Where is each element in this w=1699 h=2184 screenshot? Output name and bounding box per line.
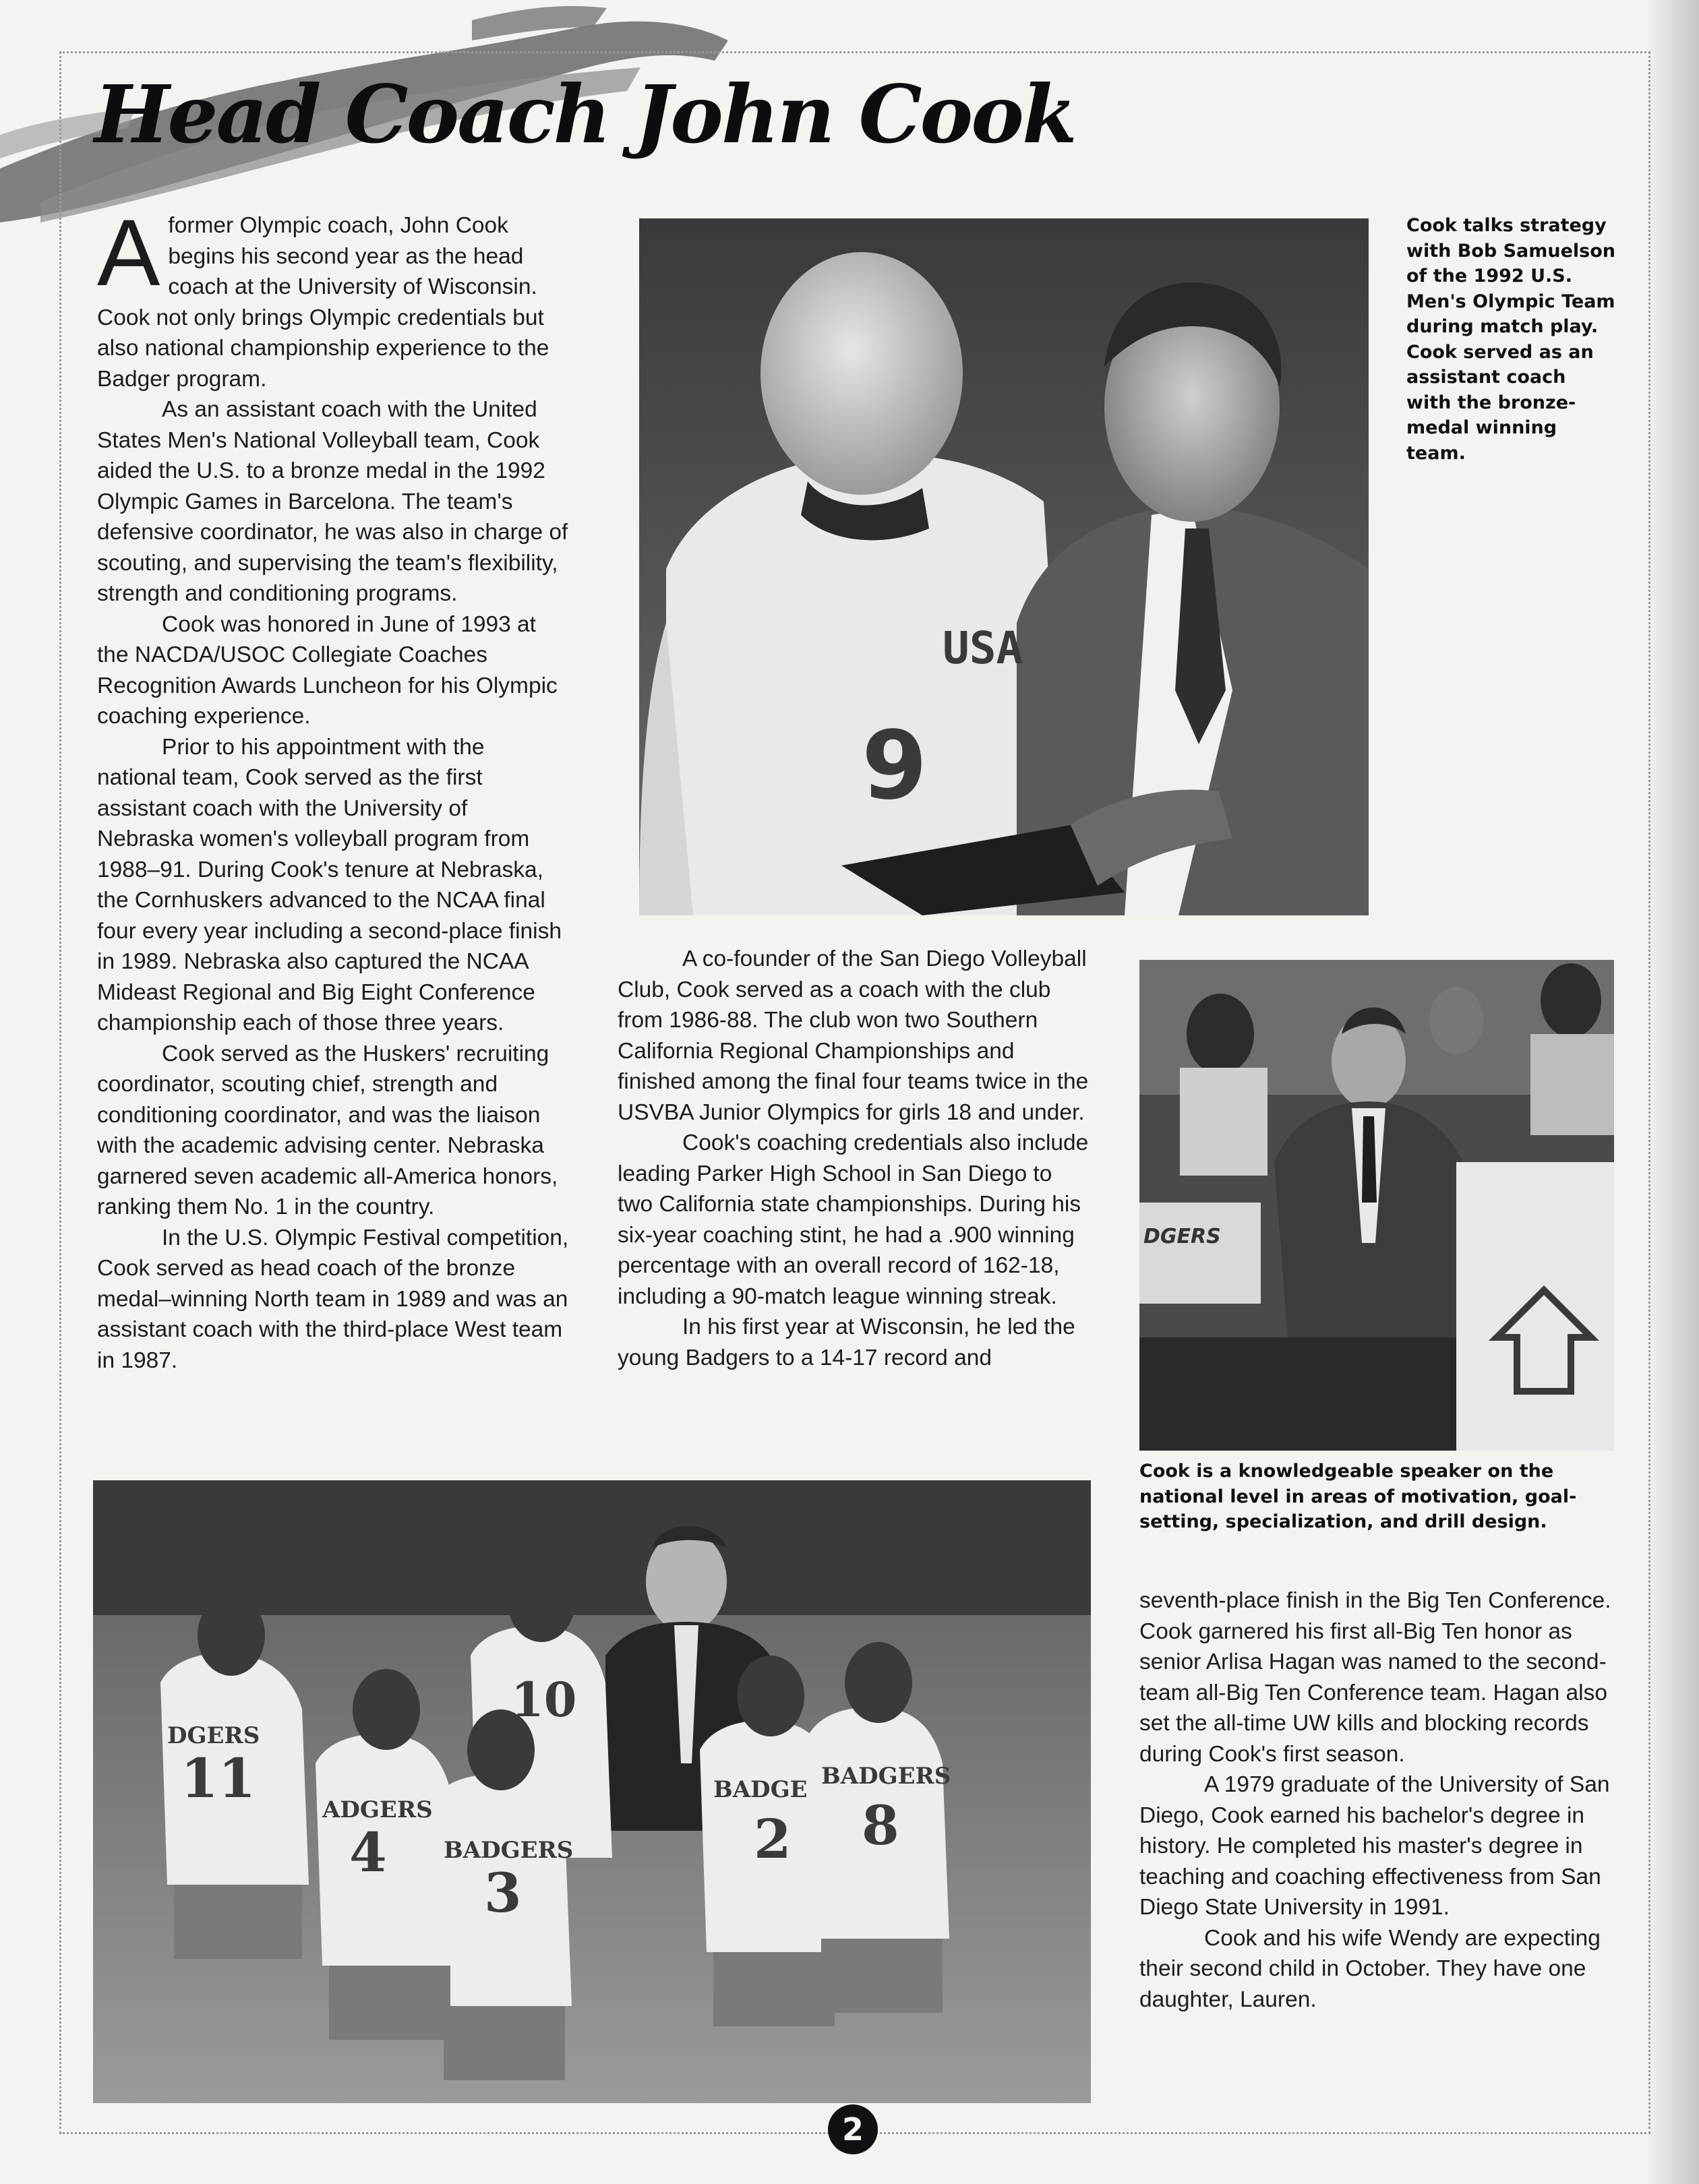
jersey-number-text: 9 <box>862 711 928 821</box>
jersey-name-3: BADGERS <box>444 1837 574 1864</box>
left-paragraph-5: Cook served as the Huskers' recruiting coordinator, scouting chief, strength and conditioning coordinator, and was the liaison with the academic advising center. Nebraska garnered seven academic all-America honors, ranking them No. 1 in the country. <box>97 1041 558 1219</box>
page-number: 2 <box>828 2104 878 2154</box>
middle-paragraph-1: A co-founder of the San Diego Volleyball Club, Cook served as a coach with the club from 1986-88. The club won two Southern California Regional Championships and finished among the final four teams twice in the USVBA Junior Olympics for girls 18 and under. <box>618 946 1089 1125</box>
jersey-name-8: BADGERS <box>821 1763 951 1790</box>
page-title: Head Coach John Cook <box>94 67 1075 161</box>
banner-text: DGERS <box>1143 1225 1221 1248</box>
left-paragraph-2: As an assistant coach with the United States Men's National Volleyball team, Cook aided the U.S. to a bronze medal in the 1992 Olympic Games in Barcelona. The team's defensive coordinator, he was also in charge of scouting, and supervising the team's flexibility, strength and conditioning programs. <box>97 397 568 606</box>
photo-cook-with-samuelson <box>639 218 1369 915</box>
left-paragraph-1: Aformer Olympic coach, John Cook begins his second year as the head coach at the University of Wisconsin. Cook not only brings Olympic credentials but also national championship experience to the Badger program. <box>97 200 549 392</box>
jersey-number-11: 11 <box>181 1747 256 1810</box>
left-paragraph-3: Cook was honored in June of 1993 at the NACDA/USOC Collegiate Coaches Recognition Awards Luncheon for his Olympic coaching experience. <box>97 611 558 729</box>
caption-top-photo: Cook talks strategy with Bob Samuelson of the 1992 U.S. Men's Olympic Team during match play. Cook served as an assistant coach with the bronze-medal winning team. <box>1406 215 1616 464</box>
left-column <box>97 200 569 1376</box>
jersey-name-2: BADGE <box>713 1776 808 1803</box>
jersey-number-10: 10 <box>511 1672 577 1728</box>
photo-cook-courtside <box>1139 960 1614 1451</box>
jersey-number-3: 3 <box>484 1861 522 1924</box>
right-paragraph-1: seventh-place finish in the Big Ten Conference. Cook garnered his first all-Big Ten honor as senior Arlisa Hagan was named to the second-team all-Big Ten Conference team. Hagan also set the all-time UW kills and blocking records during Cook's first season. <box>1139 1588 1611 1767</box>
jersey-number-8: 8 <box>862 1794 899 1857</box>
left-paragraph-6: In the U.S. Olympic Festival competition, Cook served as head coach of the bronze medal–winning North team in 1989 and was an assistant coach with the third-place West team in 1987. <box>97 1225 569 1373</box>
drop-cap: A <box>97 200 160 305</box>
right-paragraph-3: Cook and his wife Wendy are expecting their second child in October. They have one daughter, Lauren. <box>1139 1925 1601 2012</box>
caption-middle-photo: Cook is a knowledgeable speaker on the national level in areas of motivation, goal-setting, specialization, and drill design. <box>1139 1461 1577 1532</box>
jersey-name-4: ADGERS <box>322 1796 433 1823</box>
left-paragraph-4: Prior to his appointment with the national team, Cook served as the first assistant coach with the University of Nebraska women's volleyball program from 1988–91. During Cook's tenure at Nebraska, the Cornhuskers advanced to the NCAA final four every year including a second-place finish in 1989. Nebraska also captured the NCAA Mideast Regional and Big Eight Conference championship each of those three years. <box>97 734 562 1035</box>
photo-team-huddle <box>93 1480 1091 2103</box>
middle-paragraph-3: In his first year at Wisconsin, he led the young Badgers to a 14-17 record and <box>618 1314 1075 1370</box>
middle-column <box>618 944 1090 1373</box>
right-column <box>1139 1585 1619 2015</box>
binding-shadow <box>1645 0 1699 2184</box>
jersey-number-2: 2 <box>754 1807 792 1871</box>
right-paragraph-2: A 1979 graduate of the University of San Diego, Cook earned his bachelor's degree in history. He completed his master's degree in teaching and coaching effectiveness from San Diego State University in 1991. <box>1139 1772 1610 1920</box>
jersey-country-text: USA <box>943 622 1023 674</box>
middle-paragraph-2: Cook's coaching credentials also include leading Parker High School in San Diego to two California state championships. During his six-year coaching stint, he had a .900 winning percentage with an overall record of 162-18, including a 90-match league winning streak. <box>618 1130 1089 1309</box>
jersey-name-11: DGERS <box>167 1722 260 1749</box>
jersey-number-4: 4 <box>349 1821 387 1884</box>
